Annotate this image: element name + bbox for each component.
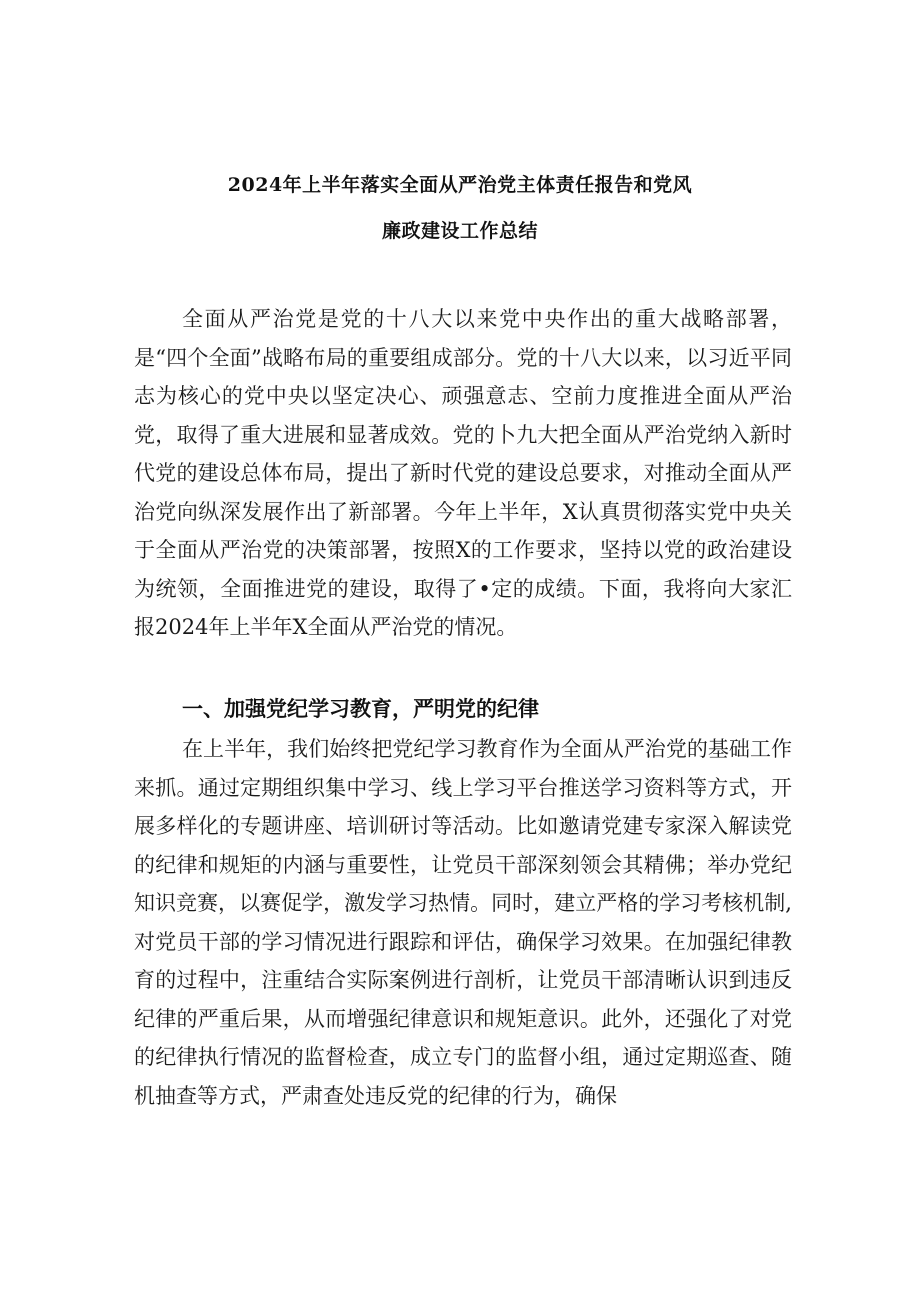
document-title-line2: 廉政建设工作总结 xyxy=(381,220,538,242)
paragraph-intro: 全面从严治党是党的十八大以来党中央作出的重大战略部署，是“四个全面”战略布局的重要组成部分。党的十八大以来，以习近平同志为核心的党中央以坚定决心、顽强意志、空前力度推进全面从严治党，取得了重大进展和显著成效。党的卜九大把全面从严治党纳入新时代党的建设总体布局，提出了新时代党的建设总要求，对推动全面从严治党向纵深发展作出了新部署。今年上半年，X认真贯彻落实党中央关于全面从严治党的决策部署，按照X的工作要求，坚持以党的政治建设为统领，全面推进党的建设，取得了•定的成绩。下面，我将向大家汇报2024年上半年X全面从严治党的情况。 xyxy=(134,307,792,639)
section-heading-1: 一、加强党纪学习教育，严明党的纪律 xyxy=(182,696,539,721)
paragraph-section1: 在上半年，我们始终把党纪学习教育作为全面从严治党的基础工作来抓。通过定期组织集中学习、线上学习平台推送学习资料等方式，开展多样化的专题讲座、培训研讨等活动。比如邀请党建专家深入解读党的纪律和规矩的内涵与重要性，让党员干部深刻领会其精佛；举办党纪知识竞赛，以赛促学，激发学习热情。同时，建立严格的学习考核机制,对党员干部的学习情况进行跟踪和评估，确保学习效果。在加强纪律教育的过程中，注重结合实际案例进行剖析，让党员干部清晰认识到违反纪律的严重后果，从而增强纪律意识和规矩意识。此外，还强化了对党的纪律执行情况的监督检查，成立专门的监督小组，通过定期巡查、随机抽查等方式，严肃查处违反党的纪律的行为，确保 xyxy=(134,737,792,1108)
document-title-line1: 2024年上半年落实全面从严治党主体责任报告和党风 xyxy=(227,174,693,196)
